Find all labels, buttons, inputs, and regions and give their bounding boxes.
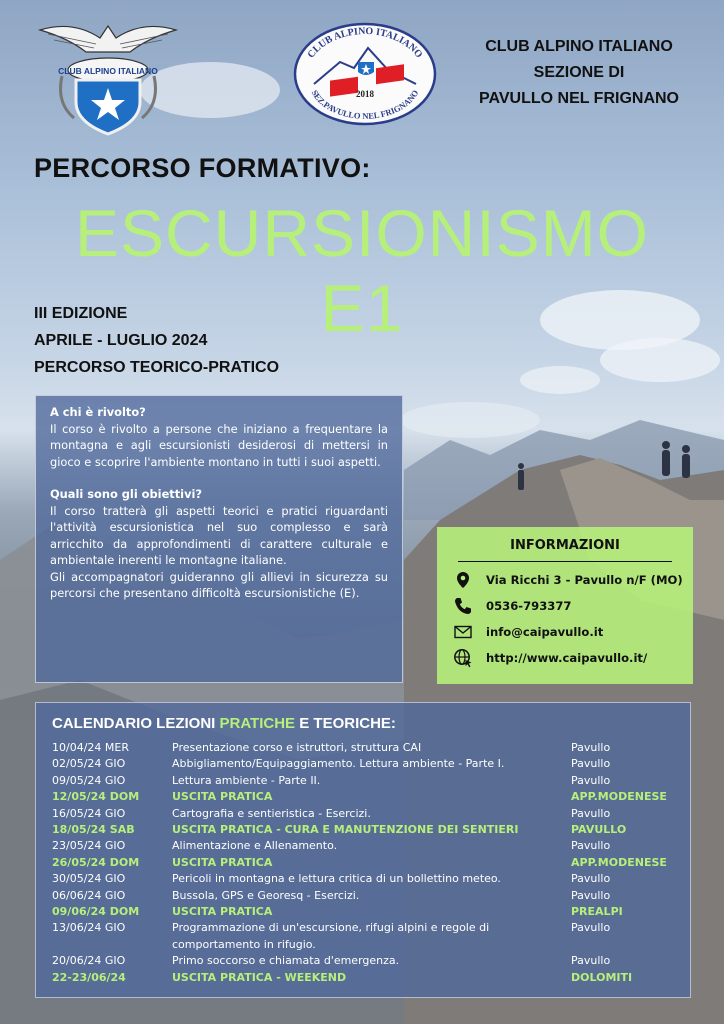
calendar-place: DOLOMITI (571, 970, 633, 984)
edition-line-1: III EDIZIONE (34, 305, 128, 322)
section-logo (292, 22, 438, 126)
calendar-activity: Programmazione di un'escursione, rifugi alpini e regole di comportamento in rifugio. (172, 921, 490, 951)
calendar-date: 30/05/24 GIO (52, 872, 126, 886)
calendar-place: Pavullo (571, 773, 611, 787)
edition-line-2: APRILE - LUGLIO 2024 (34, 332, 208, 349)
calendar-title-part-1: CALENDARIO LEZIONI (52, 715, 220, 732)
calendar-date: 20/06/24 GIO (52, 954, 126, 968)
description-panel (35, 395, 403, 683)
calendar-activity: USCITA PRATICA - WEEKEND (172, 970, 347, 984)
calendar-activity: Cartografia e sentieristica - Esercizi. (172, 806, 371, 820)
globe-icon (453, 648, 473, 668)
calendar-table (52, 740, 667, 986)
calendar-activity: USCITA PRATICA - CURA E MANUTENZIONE DEI SENTIERI (172, 823, 519, 837)
info-panel (437, 527, 693, 684)
calendar-activity: Abbigliamento/Equipaggiamento. Lettura ambiente - Parte I. (172, 757, 505, 771)
calendar-row (52, 838, 667, 854)
info-phone-link[interactable]: 0536-793377 (486, 599, 572, 613)
info-address-row (453, 569, 683, 591)
calendar-row (52, 920, 667, 953)
calendar-date: 13/06/24 GIO (52, 921, 126, 935)
course-title-line-1: ESCURSIONISMO (74, 196, 650, 270)
calendar-activity: USCITA PRATICA (172, 905, 273, 919)
calendar-row (52, 953, 667, 969)
location-pin-icon (453, 570, 473, 590)
answer-guides: Gli accompagnatori guideranno gli allievi in sicurezza su percorsi che presentano difficoltà escursionistiche (E). (50, 569, 388, 600)
calendar-date: 18/05/24 SAB (52, 823, 135, 837)
info-website-link[interactable]: http://www.caipavullo.it/ (486, 651, 648, 665)
club-name (455, 34, 703, 112)
info-website-row (453, 647, 647, 669)
calendar-row (52, 855, 667, 871)
calendar-place: APP.MODENESE (571, 790, 667, 804)
calendar-title (52, 715, 396, 732)
course-title-line-2: E1 (320, 271, 404, 345)
edition-info (34, 300, 279, 381)
calendar-date: 09/05/24 GIO (52, 773, 126, 787)
calendar-title-part-2: E TEORICHE: (295, 715, 396, 732)
answer-objectives: Il corso tratterà gli aspetti teorici e pratici riguardanti l'attività escursionistica nel suo complesso e sarà arricchito da approfondimenti di carattere culturale e ambientale inerenti le montagne italiane. (50, 503, 388, 567)
calendar-activity: USCITA PRATICA (172, 855, 273, 869)
calendar-row (52, 822, 667, 838)
calendar-place: Pavullo (571, 954, 611, 968)
calendar-row (52, 789, 667, 805)
calendar-row (52, 970, 667, 986)
mail-icon (453, 622, 473, 642)
calendar-activity: USCITA PRATICA (172, 790, 273, 804)
calendar-row (52, 806, 667, 822)
calendar-activity: Primo soccorso e chiamata d'emergenza. (172, 954, 400, 968)
info-address: Via Ricchi 3 - Pavullo n/F (MO) (486, 573, 683, 587)
logo2-top-text: CLUB ALPINO ITALIANO (305, 25, 425, 61)
calendar-row (52, 871, 667, 887)
info-phone-row (453, 595, 571, 617)
edition-line-3: PERCORSO TEORICO-PRATICO (34, 359, 280, 376)
calendar-panel (35, 702, 691, 998)
info-email-link[interactable]: info@caipavullo.it (486, 625, 604, 639)
calendar-row (52, 756, 667, 772)
calendar-date: 10/04/24 MER (52, 741, 129, 754)
phone-icon (453, 596, 473, 616)
calendar-date: 26/05/24 DOM (52, 855, 140, 869)
calendar-place: PAVULLO (571, 823, 627, 837)
calendar-date: 06/06/24 GIO (52, 888, 126, 902)
calendar-date: 09/06/24 DOM (52, 905, 140, 919)
calendar-place: Pavullo (571, 888, 611, 902)
question-target: A chi è rivolto? (50, 405, 146, 419)
calendar-place: Pavullo (571, 872, 611, 886)
calendar-activity: Lettura ambiente - Parte II. (172, 773, 321, 787)
club-line-2: SEZIONE DI (533, 64, 625, 81)
answer-target: Il corso è rivolto a persone che iniziano a frequentare la montagna e agli escursionisti desiderosi di mettersi in gioco e scoprire l'ambiente montano in tutti i suoi aspetti. (50, 421, 388, 469)
calendar-date: 22-23/06/24 (52, 970, 126, 984)
club-line-1: CLUB ALPINO ITALIANO (485, 38, 673, 55)
calendar-activity: Presentazione corso e istruttori, struttura CAI (172, 741, 422, 754)
calendar-place: Pavullo (571, 757, 611, 771)
course-kicker: PERCORSO FORMATIVO: (34, 153, 371, 183)
calendar-place: APP.MODENESE (571, 855, 667, 869)
info-divider (458, 561, 672, 562)
calendar-place: Pavullo (571, 741, 611, 754)
calendar-date: 12/05/24 DOM (52, 790, 140, 804)
calendar-date: 23/05/24 GIO (52, 839, 126, 853)
question-objectives: Quali sono gli obiettivi? (50, 487, 203, 501)
calendar-row (52, 773, 667, 789)
calendar-place: Pavullo (571, 921, 611, 935)
calendar-place: Pavullo (571, 839, 611, 853)
calendar-date: 02/05/24 GIO (52, 757, 126, 771)
calendar-title-highlight: PRATICHE (219, 715, 296, 732)
calendar-row (52, 904, 667, 920)
club-line-3: PAVULLO NEL FRIGNANO (479, 90, 679, 107)
calendar-activity: Pericoli in montagna e lettura critica di un bollettino meteo. (172, 872, 501, 886)
calendar-date: 16/05/24 GIO (52, 806, 126, 820)
logo2-year: 2018 (356, 89, 374, 99)
logo2-bottom-text: SEZ.PAVULLO NEL FRIGNANO (309, 88, 421, 121)
info-email-row (453, 621, 603, 643)
calendar-row (52, 740, 667, 756)
calendar-place: PREALPI (571, 905, 623, 919)
calendar-activity: Alimentazione e Allenamento. (172, 839, 338, 853)
calendar-place: Pavullo (571, 806, 611, 820)
calendar-activity: Bussola, GPS e Georesq - Esercizi. (172, 888, 360, 902)
info-title: INFORMAZIONI (510, 538, 620, 553)
logo1-text: CLUB ALPINO ITALIANO (58, 66, 158, 76)
calendar-row (52, 888, 667, 904)
cai-eagle-logo (38, 18, 178, 136)
